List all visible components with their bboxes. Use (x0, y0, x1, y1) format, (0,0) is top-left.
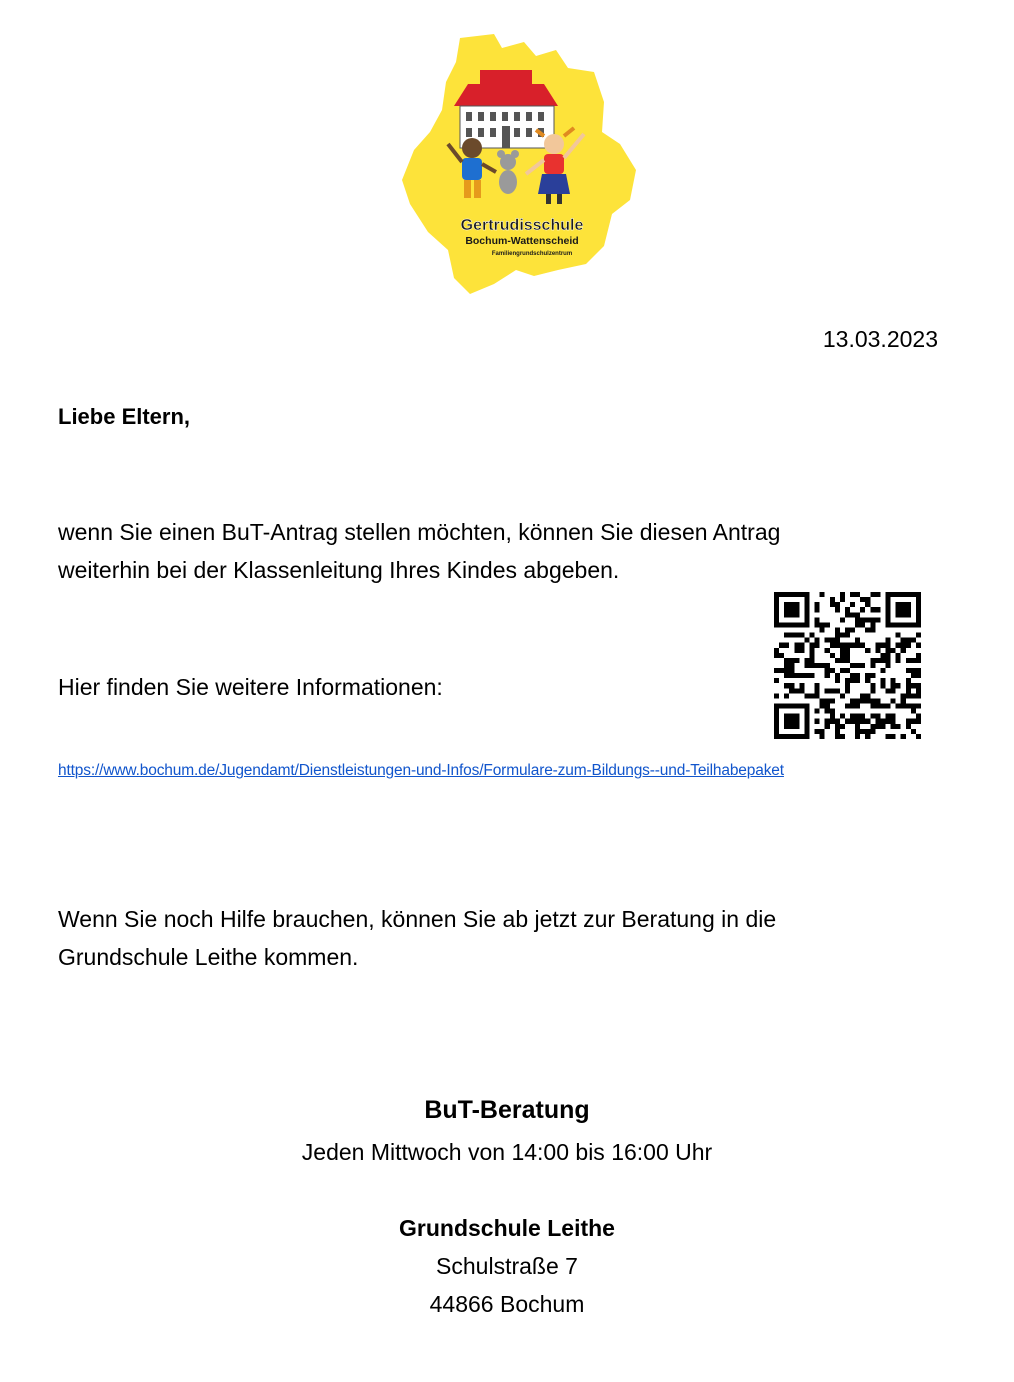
logo-subtitle: Familiengrundschulzentrum (491, 251, 573, 257)
logo-school-name: Gertrudisschule (460, 217, 584, 234)
paragraph-line: wenn Sie einen BuT-Antrag stellen möchten, können Sie diesen Antrag (58, 519, 781, 545)
qr-code[interactable] (774, 592, 921, 739)
paragraph-antrag (58, 513, 858, 589)
beratung-school: Grundschule Leithe (399, 1215, 615, 1241)
paragraph-line: Wenn Sie noch Hilfe brauchen, können Sie ab jetzt zur Beratung in die (58, 906, 777, 932)
beratung-city: 44866 Bochum (429, 1291, 585, 1317)
beratung-title: BuT-Beratung (424, 1096, 590, 1124)
info-link[interactable]: https://www.bochum.de/Jugendamt/Dienstleistungen-und-Infos/Formulare-zum-Bildungs--und-Teilhabepaket (58, 762, 784, 779)
school-logo (398, 32, 640, 294)
paragraph-info: Hier finden Sie weitere Informationen: (58, 674, 443, 700)
letter-date: 13.03.2023 (822, 326, 938, 352)
greeting: Liebe Eltern, (58, 404, 191, 429)
paragraph-line: Grundschule Leithe kommen. (58, 944, 359, 970)
paragraph-line: weiterhin bei der Klassenleitung Ihres Kindes abgeben. (58, 557, 620, 583)
beratung-street: Schulstraße 7 (436, 1253, 578, 1279)
logo-location: Bochum-Wattenscheid (465, 235, 579, 247)
paragraph-hilfe (58, 900, 858, 976)
beratung-time: Jeden Mittwoch von 14:00 bis 16:00 Uhr (301, 1139, 713, 1165)
